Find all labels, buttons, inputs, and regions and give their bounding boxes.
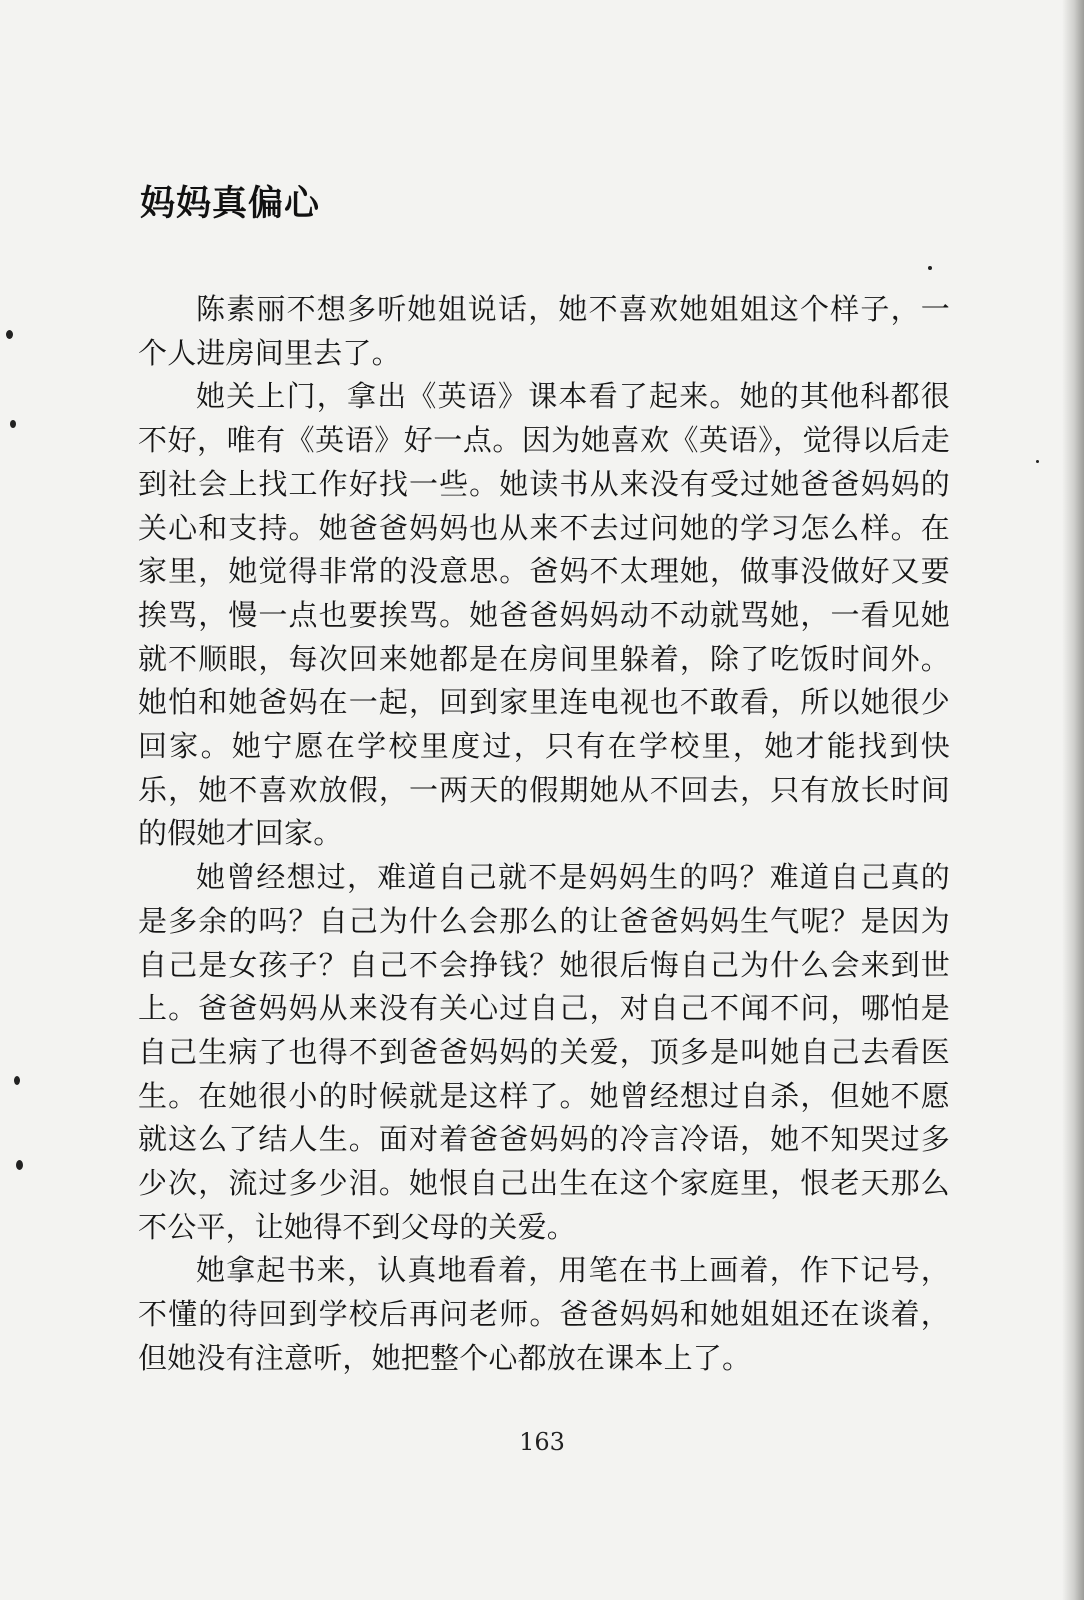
page-edge-shadow [1062,0,1084,1600]
paragraph: 陈素丽不想多听她姐说话，她不喜欢她姐姐这个样子，一个人进房间里去了。 [138,292,950,370]
paragraph: 她曾经想过，难道自己就不是妈妈生的吗？难道自己真的是多余的吗？自己为什么会那么的让爸爸妈妈生气呢？是因为自己是女孩子？自己不会挣钱？她很后悔自己为什么会来到世上。爸爸妈妈从来没有关心过自己，对自己不闻不问，哪怕是自己生病了也得不到爸爸妈妈的关爱，顶多是叫她自己去看医生。在她很小的时候就是这样了。她曾经想过自杀，但她不愿就这么了结人生。面对着爸爸妈妈的冷言冷语，她不知哭过多少次，流过多少泪。她恨自己出生在这个家庭里，恨老天那么不公平，让她得不到父母的关爱。 [138,860,950,1244]
body-text [138,288,950,1381]
scan-speck [1036,460,1039,463]
chapter-title: 妈妈真偏心 [140,184,321,224]
page-number: 163 [519,1428,565,1456]
paragraph: 她拿起书来，认真地看着，用笔在书上画着，作下记号，不懂的待回到学校后再问老师。爸爸妈妈和她姐姐还在谈着，但她没有注意听，她把整个心都放在课本上了。 [138,1253,950,1375]
scan-speck [6,330,13,339]
paragraph: 她关上门，拿出《英语》课本看了起来。她的其他科都很不好，唯有《英语》好一点。因为她喜欢《英语》，觉得以后走到社会上找工作好找一些。她读书从来没有受过她爸爸妈妈的关心和支持。她爸爸妈妈也从来不去过问她的学习怎么样。在家里，她觉得非常的没意思。爸妈不太理她，做事没做好又要挨骂，慢一点也要挨骂。她爸爸妈妈动不动就骂她，一看见她就不顺眼，每次回来她都是在房间里躲着，除了吃饭时间外。她怕和她爸妈在一起，回到家里连电视也不敢看，所以她很少回家。她宁愿在学校里度过，只有在学校里，她才能找到快乐，她不喜欢放假，一两天的假期她从不回去，只有放长时间的假她才回家。 [138,379,950,851]
scan-speck [16,1160,23,1170]
scan-speck [10,420,16,428]
scan-speck [14,1076,20,1085]
scan-speck [928,266,932,270]
